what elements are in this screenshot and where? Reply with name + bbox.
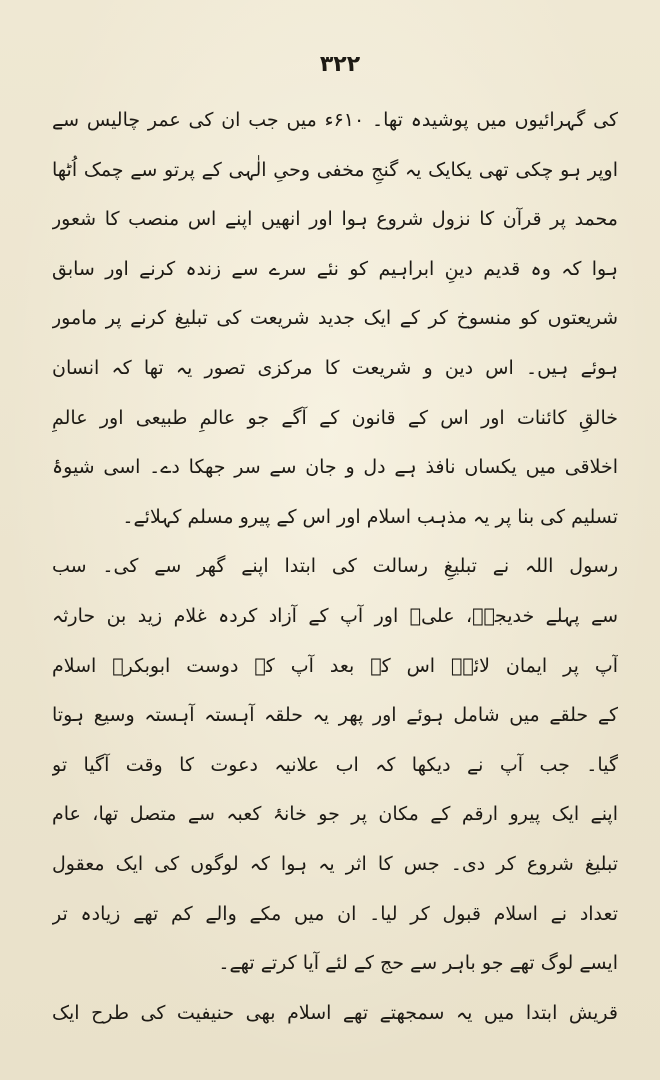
text-line: رسول اللہ نے تبلیغِ رسالت کی ابتدا اپنے گھر سے کی۔ سب: [52, 555, 618, 578]
text-line: محمد پر قرآن کا نزول شروع ہوا اور انھیں اپنے اس منصب کا شعور: [52, 208, 618, 231]
text-line: ایسے لوگ تھے جو باہر سے حج کے لئے آیا کرتے تھے۔: [218, 952, 618, 975]
text-line: تبلیغ شروع کر دی۔ جس کا اثر یہ ہوا کہ لوگوں کی ایک معقول: [52, 852, 618, 875]
text-line: تسلیم کی بنا پر یہ مذہب اسلام اور اس کے پیرو مسلم کہلائے۔: [122, 505, 618, 528]
text-line: کے حلقے میں شامل ہوئے اور پھر یہ حلقہ آہستہ آہستہ وسیع ہوتا: [52, 704, 618, 727]
text-line: خالقِ کائنات اور اس کے قانون کے آگے جو عالمِ طبیعی اور عالمِ: [52, 406, 618, 429]
text-line: سے پہلے خدیجہؓ، علیؓ اور آپ کے آزاد کردہ غلام زید بن حارثہ: [52, 604, 618, 627]
text-line: شریعتوں کو منسوخ کر کے ایک جدید شریعت کی تبلیغ کرنے پر مامور: [52, 307, 618, 330]
text-line: آپ پر ایمان لائے۔ اس کے بعد آپ کے دوست ابوبکرؓ اسلام: [52, 654, 618, 677]
text-line: ہوئے ہیں۔ اس دین و شریعت کا مرکزی تصور یہ تھا کہ انسان: [52, 356, 618, 379]
text-line: قریش ابتدا میں یہ سمجھتے تھے اسلام بھی حنیفیت کی طرح ایک: [52, 1001, 618, 1024]
text-line: ہوا کہ وہ قدیم دینِ ابراہیم کو نئے سرے سے زندہ کرنے اور سابق: [52, 257, 618, 280]
body-text: [52, 96, 618, 1038]
text-line: اخلاقی میں یکساں نافذ ہے دل و جان سے سر جھکا دے۔ اسی شیوۂ: [52, 456, 618, 479]
text-line: اوپر ہو چکی تھی یکایک یہ گنجِ مخفی وحیِ الٰہی کے پرتو سے چمک اُٹھا: [52, 158, 618, 181]
page-number: ۳۲۲: [319, 52, 361, 77]
text-line: کی گہرائیوں میں پوشیدہ تھا۔ ۶۱۰ء میں جب ان کی عمر چالیس سے: [52, 109, 618, 131]
text-line: گیا۔ جب آپ نے دیکھا کہ اب علانیہ دعوت کا وقت آگیا تو: [52, 753, 618, 776]
text-line: تعداد نے اسلام قبول کر لیا۔ ان میں مکے والے کم تھے زیادہ تر: [52, 902, 618, 925]
text-line: اپنے ایک پیرو ارقم کے مکان پر جو خانۂ کعبہ سے متصل تھا، عام: [52, 803, 618, 826]
